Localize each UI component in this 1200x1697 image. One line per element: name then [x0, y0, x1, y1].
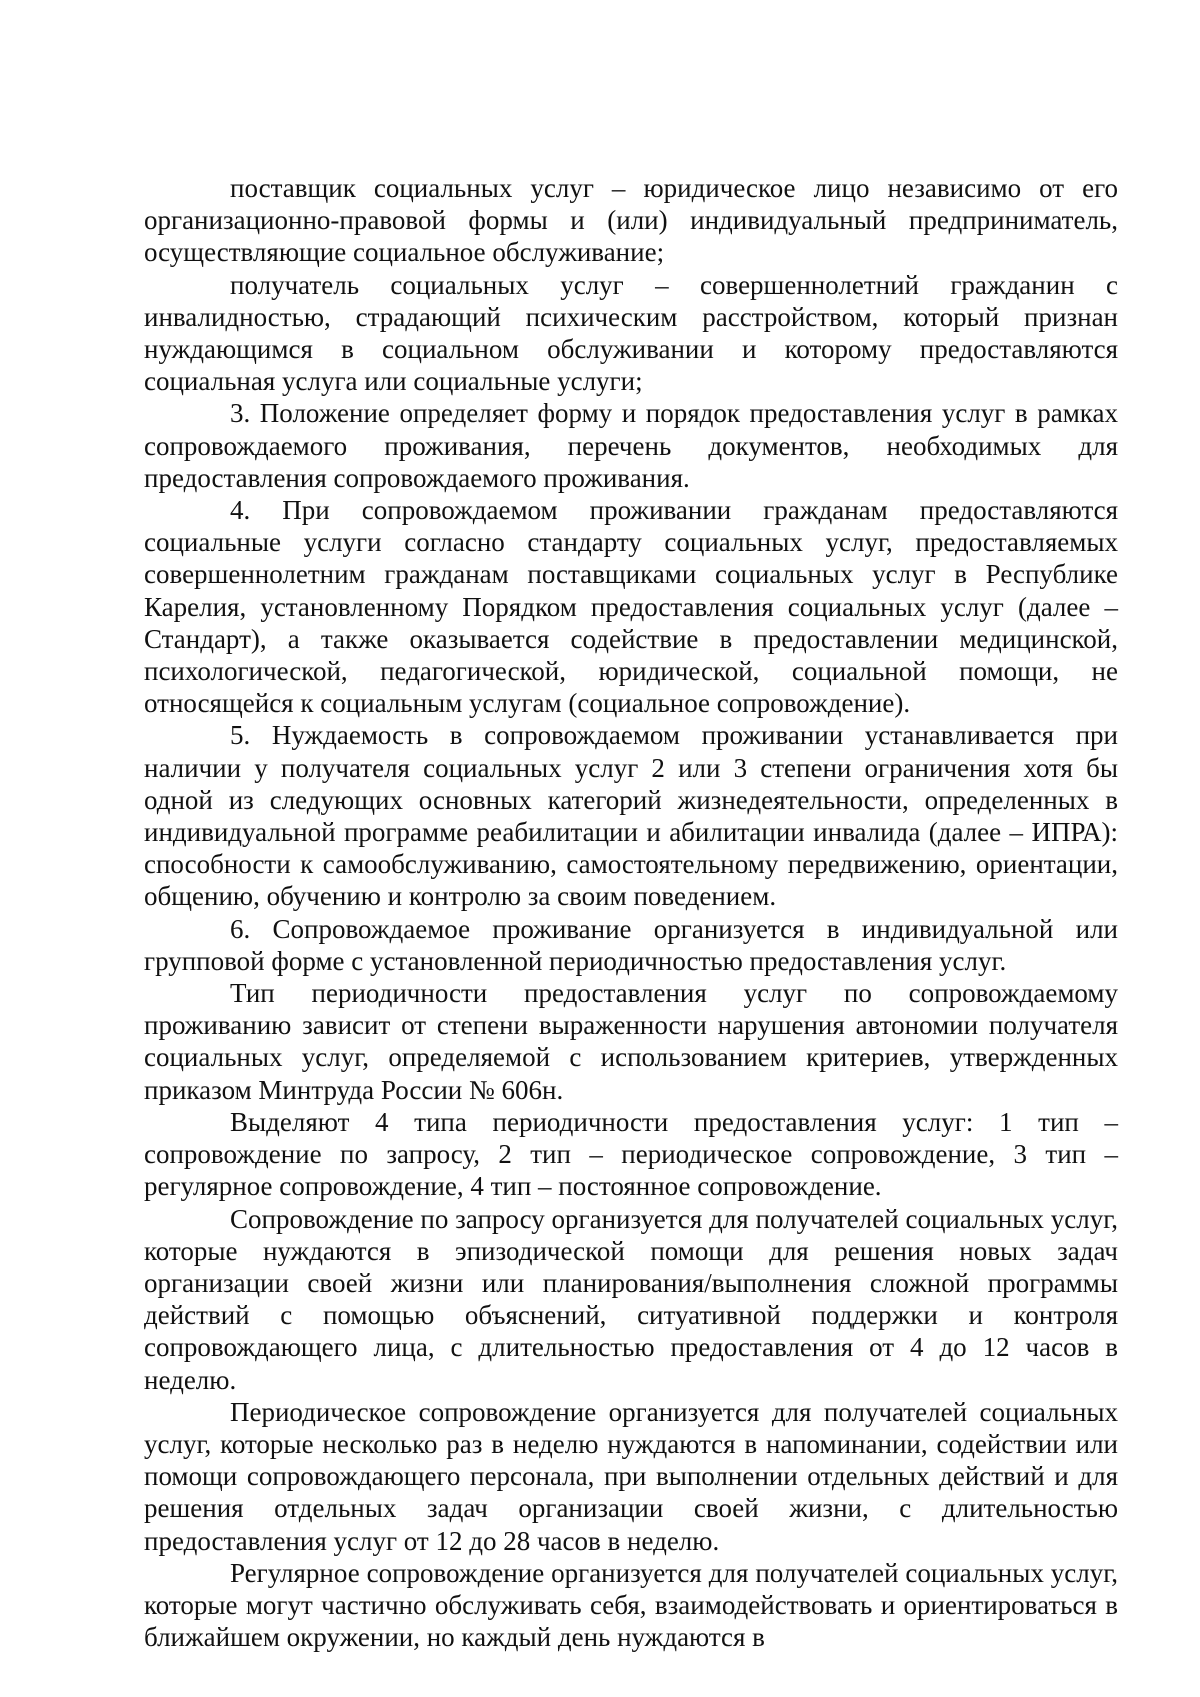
- paragraph-6: 6. Сопровождаемое проживание организуется в индивидуальной или групповой форме с установленной периодичностью предоставления услуг.: [144, 913, 1118, 976]
- paragraph-periodic: Периодическое сопровождение организуется для получателей социальных услуг, которые несколько раз в неделю нуждаются в напоминании, содействии или помощи сопровождающего персонала, при выполнении отдельных действий и для решения отдельных задач организации своей жизни, с длительностью предоставления услуг от 12 до 28 часов в неделю.: [144, 1396, 1118, 1556]
- paragraph-four-types: Выделяют 4 типа периодичности предоставления услуг: 1 тип – сопровождение по запросу, 2 тип – периодическое сопровождение, 3 тип – регулярное сопровождение, 4 тип – постоянное сопровождение.: [144, 1106, 1118, 1202]
- paragraph-4: 4. При сопровождаемом проживании гражданам предоставляются социальные услуги согласно стандарту социальных услуг, предоставляемых совершеннолетним гражданам поставщиками социальных услуг в Республике Карелия, установленному Порядком предоставления социальных услуг (далее – Стандарт), а также оказывается содействие в предоставлении медицинской, психологической, педагогической, юридической, социальной помощи, не относящейся к социальным услугам (социальное сопровождение).: [144, 495, 1118, 719]
- document-body: [144, 172, 1118, 1653]
- paragraph-recipient-definition: получатель социальных услуг – совершеннолетний гражданин с инвалидностью, страдающий психическим расстройством, который признан нуждающимся в социальном обслуживании и которому предоставляются социальная услуга или социальные услуги;: [144, 269, 1118, 397]
- paragraph-periodicity-type: Тип периодичности предоставления услуг по сопровождаемому проживанию зависит от степени выраженности нарушения автономии получателя социальных услуг, определяемой с использованием критериев, утвержденных приказом Минтруда России № 606н.: [144, 978, 1118, 1105]
- paragraph-on-request: Сопровождение по запросу организуется для получателей социальных услуг, которые нуждаются в эпизодической помощи для решения новых задач организации своей жизни или планирования/выполнения сложной программы действий с помощью объяснений, ситуативной поддержки и контроля сопровождающего лица, с длительностью предоставления от 4 до 12 часов в неделю.: [144, 1203, 1118, 1395]
- paragraph-5: 5. Нуждаемость в сопровождаемом проживании устанавливается при наличии у получателя социальных услуг 2 или 3 степени ограничения хотя бы одной из следующих основных категорий жизнедеятельности, определенных в индивидуальной программе реабилитации и абилитации инвалида (далее – ИПРА): способности к самообслуживанию, самостоятельному передвижению, ориентации, общению, обучению и контролю за своим поведением.: [144, 720, 1118, 912]
- paragraph-3: 3. Положение определяет форму и порядок предоставления услуг в рамках сопровождаемого проживания, перечень документов, необходимых для предоставления сопровождаемого проживания.: [144, 398, 1118, 493]
- paragraph-regular: Регулярное сопровождение организуется для получателей социальных услуг, которые могут частично обслуживать себя, взаимодействовать и ориентироваться в ближайшем окружении, но каждый день нуждаются в: [144, 1557, 1118, 1653]
- paragraph-supplier-definition: поставщик социальных услуг – юридическое лицо независимо от его организационно-правовой формы и (или) индивидуальный предприниматель, осуществляющие социальное обслуживание;: [144, 173, 1118, 268]
